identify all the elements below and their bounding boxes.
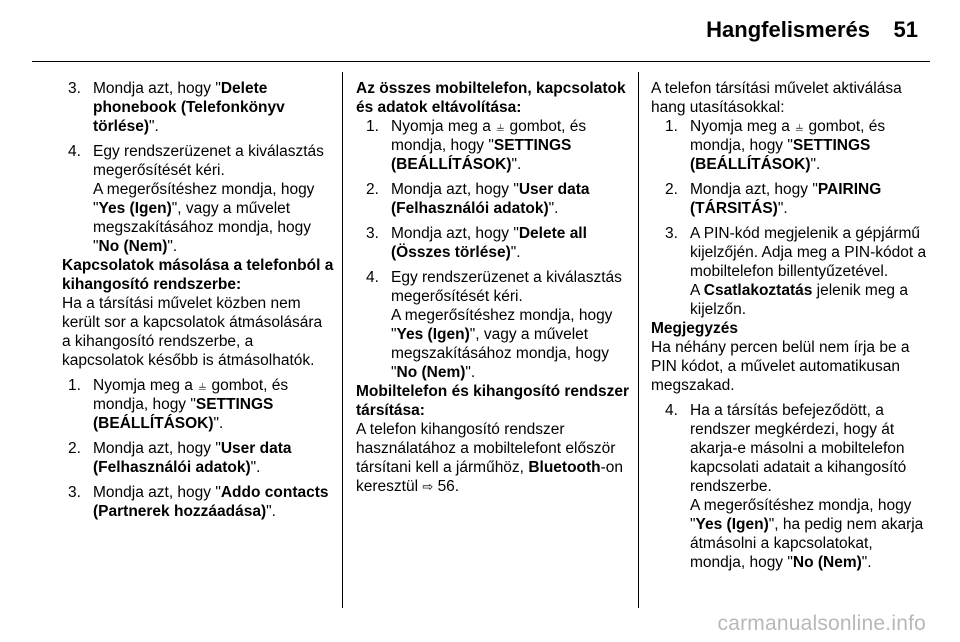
page-number: 51 <box>893 17 918 42</box>
text: gombot, és mondja, hogy " <box>93 377 289 413</box>
voice-command: Yes (Igen) <box>695 516 769 533</box>
list-item <box>665 180 929 218</box>
text: ". <box>213 415 224 432</box>
step-text: Egy rendszerüzenet a kiválasztás megerősítését kéri. <box>391 269 622 305</box>
watermark-text: carmanualsonline.info <box>717 612 926 635</box>
text: ". <box>511 156 522 173</box>
voice-command: No (Nem) <box>792 554 862 571</box>
column-1 <box>62 79 334 521</box>
voice-command: SETTINGS (BEÁLLÍTÁSOK) <box>93 396 274 432</box>
voice-command-icon: ⫨ <box>496 118 505 134</box>
step-number: 4. <box>366 269 379 286</box>
text: Mondja azt, hogy " <box>391 225 519 242</box>
step-number: 2. <box>665 181 678 198</box>
step-number: 4. <box>665 402 678 419</box>
text: gombot, és mondja, hogy " <box>391 118 587 154</box>
section-heading: Kapcsolatok másolása a telefonból a kihangosító rendszerbe: <box>62 257 334 293</box>
page-reference: 56. <box>437 478 460 495</box>
step-subtext <box>93 180 334 256</box>
list-item <box>68 376 334 433</box>
text: gombot, és mondja, hogy " <box>690 118 886 154</box>
pairing-steps-cont <box>651 401 929 572</box>
voice-command: Yes (Igen) <box>98 200 172 217</box>
text: ". <box>250 459 261 476</box>
step-number: 1. <box>366 118 379 135</box>
pairing-steps <box>651 117 929 319</box>
text: Mondja azt, hogy " <box>391 181 519 198</box>
display-message: Csatlakoztatás <box>703 282 813 299</box>
list-item <box>665 224 929 319</box>
text: A <box>690 282 700 299</box>
step-number: 4. <box>68 143 81 160</box>
section-heading: Az összes mobiltelefon, kapcsolatok és adatok eltávolítása: <box>356 80 626 116</box>
text: Nyomja meg a <box>391 118 491 135</box>
column-divider-1 <box>342 72 343 608</box>
voice-command-icon: ⫨ <box>795 118 804 134</box>
list-item <box>68 142 334 256</box>
text: jelenik meg a kijelzőn. <box>690 282 908 318</box>
voice-command: User data (Felhasználói adatok) <box>391 181 590 217</box>
step-number: 3. <box>665 225 678 242</box>
list-item <box>68 79 334 136</box>
list-item <box>68 483 334 521</box>
voice-command-icon: ⫨ <box>198 377 207 393</box>
text: A megerősítéshez mondja, hogy " <box>391 307 613 343</box>
section-intro: A telefon társítási művelet aktiválása hang utasításokkal: <box>651 80 902 116</box>
text: -on keresztül <box>356 459 624 495</box>
step-subtext <box>391 306 632 382</box>
text: ". <box>266 503 276 520</box>
text: Mondja azt, hogy " <box>93 440 221 457</box>
step-number: 3. <box>366 225 379 242</box>
voice-command: Addo contacts (Partnerek hozzáadása) <box>93 484 329 520</box>
voice-command: PAIRING (TÁRSITÁS) <box>690 181 882 217</box>
text: A megerősítéshez mondja, hogy " <box>93 181 315 217</box>
column-2 <box>356 79 632 496</box>
step-number: 2. <box>366 181 379 198</box>
text: ". <box>777 200 788 217</box>
list-item <box>665 401 929 572</box>
text: Nyomja meg a <box>690 118 790 135</box>
column-3 <box>651 79 929 572</box>
list-item <box>366 117 632 174</box>
step-number: 1. <box>68 377 81 394</box>
step-number: 1. <box>665 118 678 135</box>
text: A megerősítéshez mondja, hogy " <box>690 497 912 533</box>
step-text: A PIN-kód megjelenik a gépjármű kijelzőjén. Adja meg a PIN-kódot a mobiltelefon billentyűzetével. <box>690 225 927 280</box>
list-item <box>68 439 334 477</box>
text: ". <box>810 156 821 173</box>
text: Mondja azt, hogy " <box>690 181 818 198</box>
step-number: 3. <box>68 80 81 97</box>
voice-command: Yes (Igen) <box>396 326 470 343</box>
delete-all-steps <box>356 117 632 382</box>
voice-command: Delete phonebook (Telefonkönyv törlése) <box>93 80 285 135</box>
step-number: 2. <box>68 440 81 457</box>
list-item <box>665 117 929 174</box>
text: Nyomja meg a <box>93 377 193 394</box>
step-text: Ha a társítás befejeződött, a rendszer megkérdezi, hogy át akarja-e másolni a mobiltelefon kapcsolati adatait a kihangosító rendszerbe. <box>690 402 907 495</box>
text: ". <box>548 200 559 217</box>
text: A telefon kihangosító rendszer használatához a mobiltelefont először társítani kell a járműhöz, <box>356 421 616 476</box>
text: ", vagy a művelet megszakításához mondja, hogy " <box>93 200 311 255</box>
voice-command: SETTINGS (BEÁLLÍTÁSOK) <box>690 137 871 173</box>
voice-command: Delete all (Összes törlése) <box>391 225 587 261</box>
text: ". <box>861 554 872 571</box>
step-text: Egy rendszerüzenet a kiválasztás megerősítését kéri. <box>93 143 324 179</box>
list-item <box>366 268 632 382</box>
voice-command: User data (Felhasználói adatok) <box>93 440 292 476</box>
text: ", vagy a művelet megszakításához mondja, hogy " <box>391 326 609 381</box>
step-number: 3. <box>68 484 81 501</box>
list-item <box>366 180 632 218</box>
note-text: Ha néhány percen belül nem írja be a PIN kódot, a művelet automatikusan megszakad. <box>651 339 910 394</box>
step-subtext <box>690 281 929 319</box>
text: ". <box>465 364 476 381</box>
step-text: ". <box>149 118 159 135</box>
column-divider-2 <box>638 72 639 608</box>
page-reference-icon: ⇨ <box>422 479 434 494</box>
header-rule <box>32 61 930 62</box>
section-intro: Ha a társítási művelet közben nem került sor a kapcsolatok átmásolására a kihangosító rendszerbe, a kapcsolatok később is átmásolhatók. <box>62 295 323 369</box>
bluetooth-term: Bluetooth <box>528 459 601 476</box>
note-heading: Megjegyzés <box>651 320 739 337</box>
step-subtext <box>690 496 929 572</box>
text: ". <box>167 238 178 255</box>
list-item <box>366 224 632 262</box>
text: ", ha pedig nem akarja átmásolni a kapcsolatokat, mondja, hogy " <box>690 516 924 571</box>
voice-command: No (Nem) <box>396 364 466 381</box>
copy-contacts-steps <box>62 376 334 521</box>
text: Mondja azt, hogy " <box>93 484 221 501</box>
page-title: Hangfelismerés <box>706 17 870 42</box>
voice-command: No (Nem) <box>98 238 168 255</box>
delete-phonebook-steps-cont <box>62 79 334 256</box>
text: ". <box>510 244 521 261</box>
section-heading: Mobiltelefon és kihangosító rendszer társítása: <box>356 383 630 419</box>
step-text: Mondja azt, hogy " <box>93 80 221 97</box>
voice-command: SETTINGS (BEÁLLÍTÁSOK) <box>391 137 572 173</box>
pairing-paragraph <box>356 420 632 496</box>
